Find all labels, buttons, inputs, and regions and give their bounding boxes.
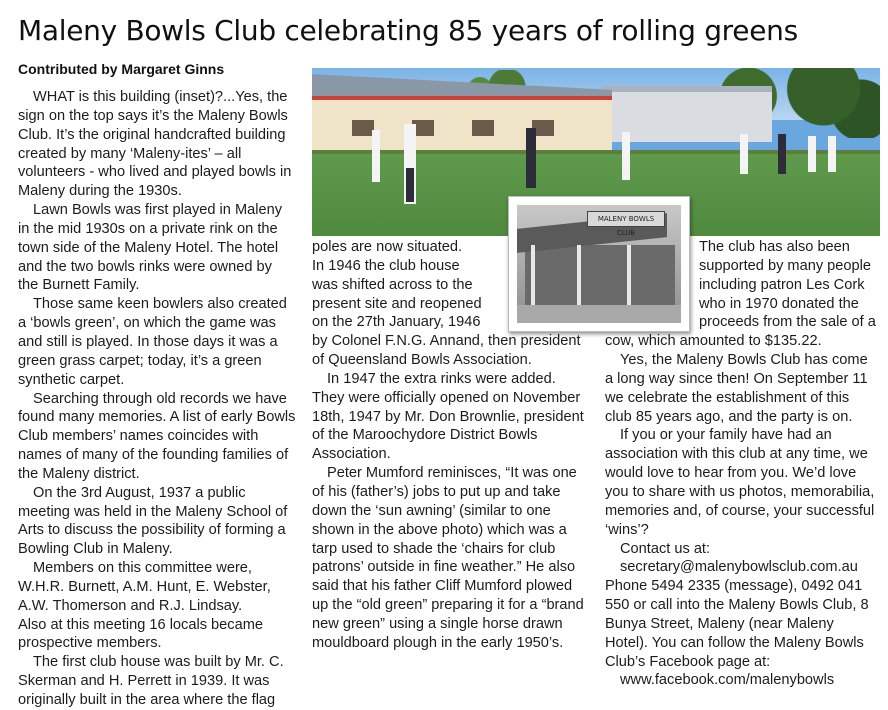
paragraph: Peter Mumford reminisces, “It was one of his (father’s) jobs to put up and take down the ‘sun awning’ (similar to one shown in the above photo) which was a tarp used to shade the ‘chairs for club patrons’ outside in fine weather.” He also said that his father Cliff Mumford plowed up the “old green” preparing it for a “brand new green” using a single horse drawn mouldboard plough in the early 1950’s. — [312, 465, 584, 651]
byline: Contributed by Margaret Ginns — [18, 61, 225, 77]
paragraph: poles are now situated. — [312, 239, 463, 255]
paragraph: Members on this committee were, W.H.R. Burnett, A.M. Hunt, E. Webster, A.W. Thomerson and R.J. Lindsay. — [18, 560, 271, 614]
paragraph: WHAT is this building (inset)?...Yes, the sign on the top says it’s the Maleny Bowls Club. It’s the original handcrafted building created by many ‘Maleny-ites’ – all volunteers - who lived and played bowls in Maleny during the 1930s. — [18, 89, 292, 200]
paragraph: In 1947 the extra rinks were added. They were officially opened on November 18th, 1947 by Mr. Don Brownlie, president of the Maroochydore District Bowls Association. — [312, 370, 584, 463]
paragraph: The club has also been supported by many people including patron Les Cork who in 1970 donated the proceeds from the sale of a cow, which amounted to $135.22. — [605, 239, 876, 350]
paragraph: On the 3rd August, 1937 a public meeting was held in the Maleny School of Arts to discuss the possibility of forming a Bowling Club in Maleny. — [18, 484, 288, 558]
paragraph: Lawn Bowls was first played in Maleny in the mid 1930s on a private rink on the town side of the Maleny Hotel. The hotel and the two bowls rinks were owned by the Burnett Family. — [18, 202, 283, 294]
paragraph: Those same keen bowlers also created a ‘bowls green’, on which the game was and still is played. In those days it was a green grass carpet; today, it’s a green synthetic carpet. — [18, 296, 287, 388]
article-column-1 — [18, 88, 296, 710]
article-column-2 — [312, 238, 584, 653]
paragraph: If you or your family have had an association with this club at any time, we would love to hear from you. We’d love you to share with us photos, memorabilia, memories and, of course, your successful ‘wins’? — [605, 427, 875, 538]
paragraph: Phone 5494 2335 (message), 0492 041 550 or call into the Maleny Bowls Club, 8 Bunya Street, Maleny (near Maleny Hotel). You can follow the Maleny Bowls Club’s Facebook page at: — [605, 578, 869, 670]
facebook-link[interactable]: www.facebook.com/malenybowls — [620, 672, 835, 689]
clubhouse-sign: MALENY BOWLS CLUB — [587, 211, 665, 227]
article-column-3 — [605, 238, 877, 690]
paragraph: Also at this meeting 16 locals became prospective members. — [18, 616, 263, 652]
article-headline: Maleny Bowls Club celebrating 85 years of rolling greens — [18, 14, 798, 47]
paragraph: In 1946 the club house was shifted across to the present site and reopened on the 27th January, 1946 by Colonel F.N.G. Annand, then president of Queensland Bowls Association. — [312, 257, 581, 369]
paragraph: Contact us at: — [620, 540, 711, 557]
contact-email[interactable]: secretary@malenybowlsclub.com.au — [620, 559, 858, 576]
paragraph: Searching through old records we have found many memories. A list of early Bowls Club members’ names coincides with names of many of the founding families of the Maleny district. — [18, 390, 296, 482]
paragraph: Yes, the Maleny Bowls Club has come a long way since then! On September 11 we celebrate the establishment of this club 85 years ago, and the party is on. — [605, 352, 868, 425]
paragraph: The first club house was built by Mr. C. Skerman and H. Perrett in 1939. It was originally built in the area where the flag — [18, 654, 284, 708]
